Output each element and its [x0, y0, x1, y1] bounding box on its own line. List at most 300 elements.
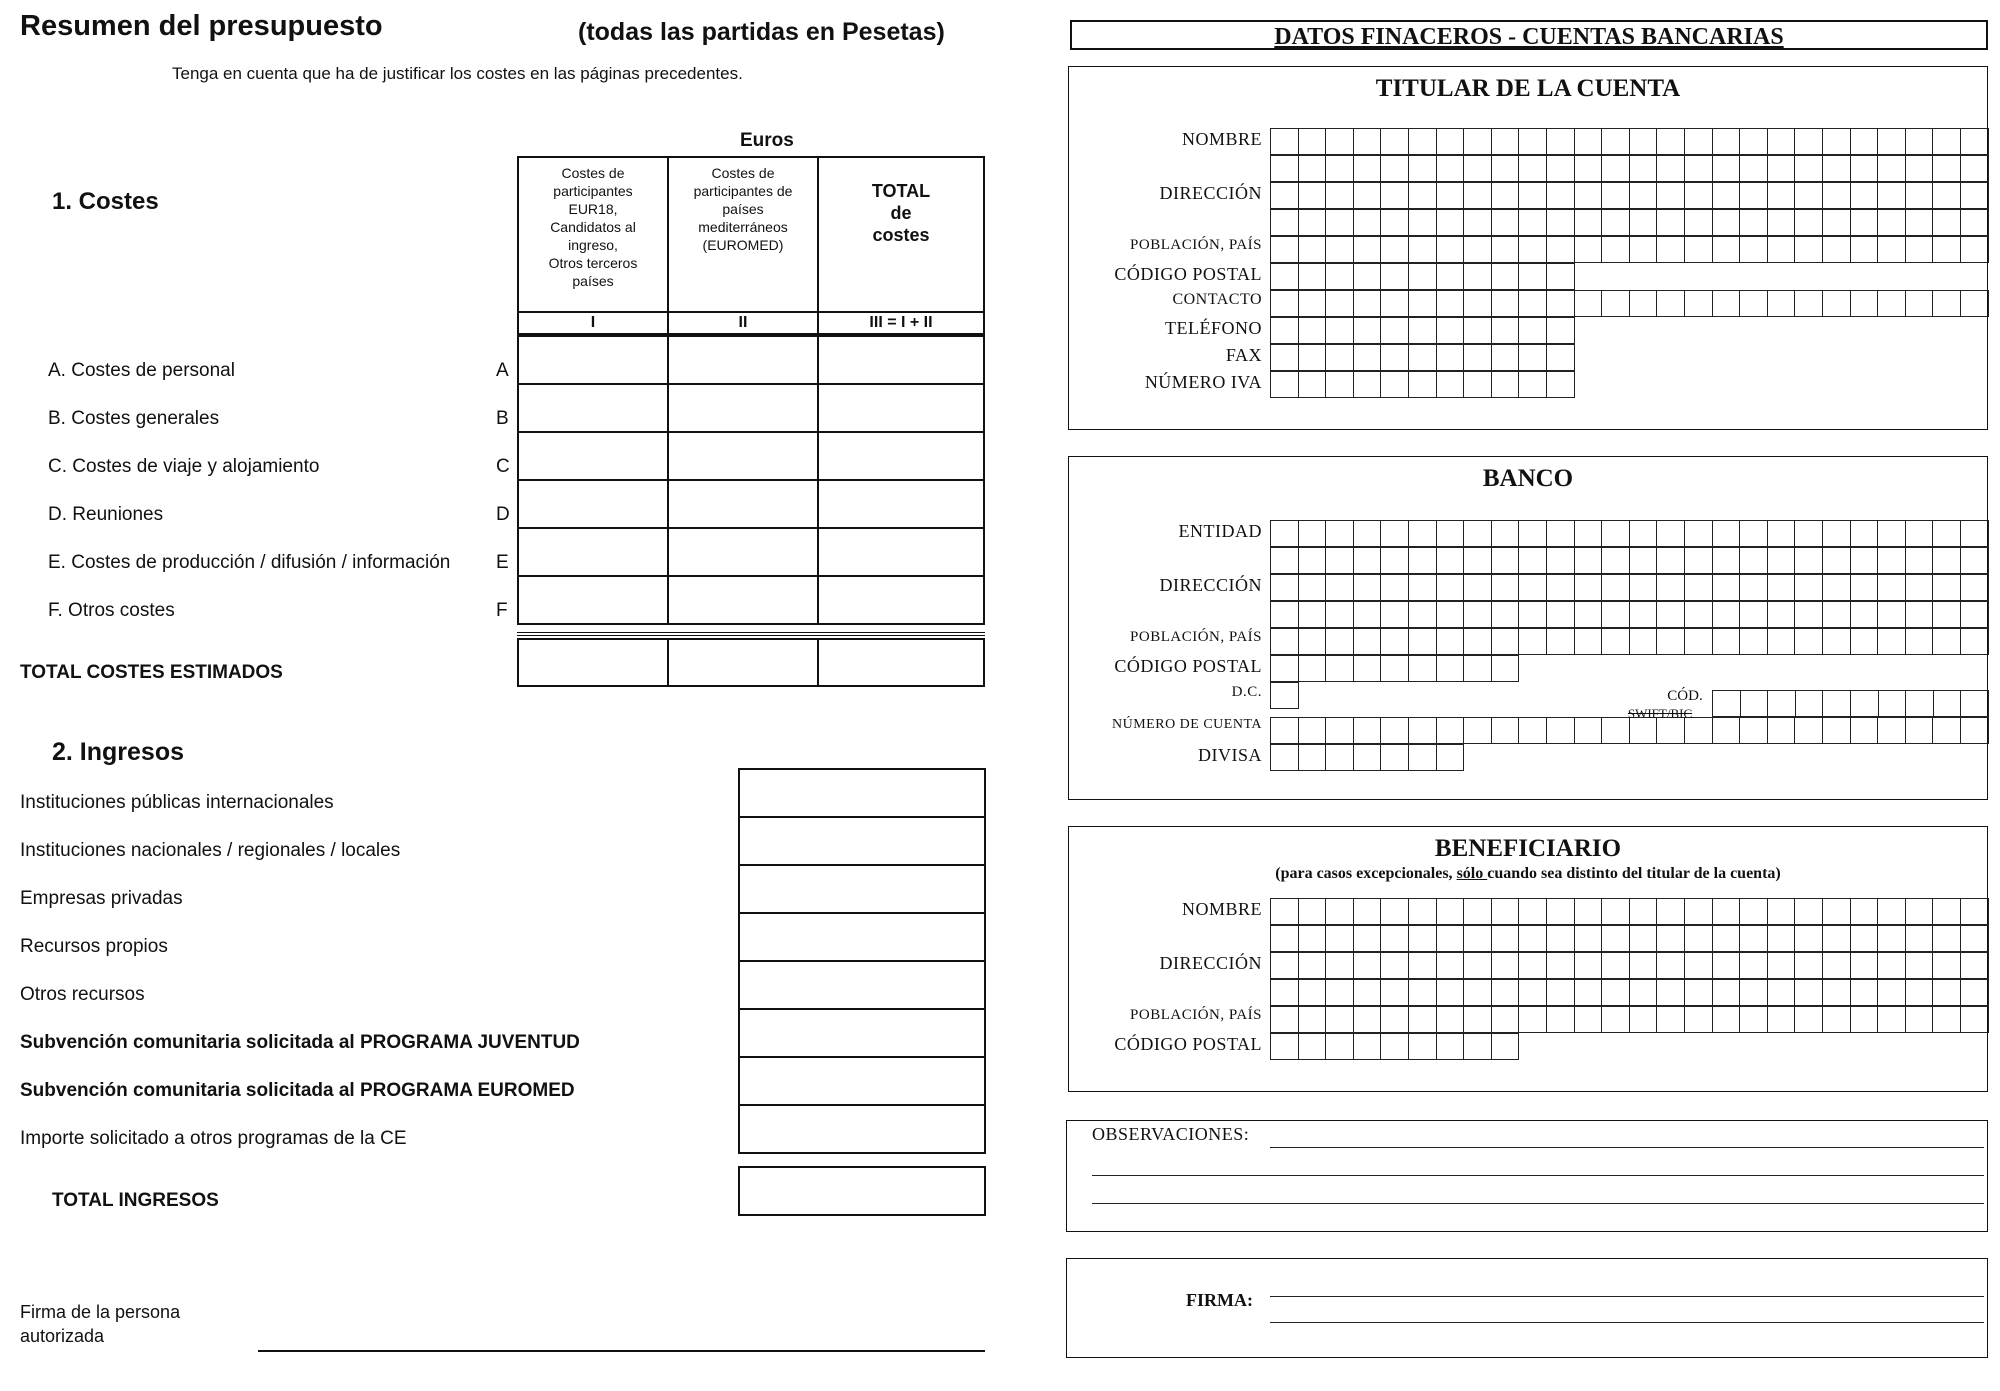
char-cell[interactable] — [1767, 898, 1796, 925]
char-cell[interactable] — [1353, 717, 1382, 744]
char-cell[interactable] — [1740, 690, 1769, 717]
char-cell[interactable] — [1629, 290, 1658, 317]
char-cell[interactable] — [1298, 898, 1327, 925]
char-cell[interactable] — [1684, 547, 1713, 574]
char-cell[interactable] — [1794, 182, 1823, 209]
char-cell[interactable] — [1850, 628, 1879, 655]
char-cell[interactable] — [1491, 128, 1520, 155]
char-cell[interactable] — [1491, 371, 1520, 398]
char-cell[interactable] — [1629, 925, 1658, 952]
char-cell[interactable] — [1767, 574, 1796, 601]
char-cell[interactable] — [1380, 655, 1409, 682]
char-cell[interactable] — [1353, 655, 1382, 682]
char-cell[interactable] — [1767, 290, 1796, 317]
char-cell[interactable] — [1932, 520, 1961, 547]
char-cell[interactable] — [1601, 979, 1630, 1006]
char-cell[interactable] — [1463, 898, 1492, 925]
char-cell[interactable] — [1877, 1006, 1906, 1033]
char-cell[interactable] — [1656, 628, 1685, 655]
char-cell[interactable] — [1408, 655, 1437, 682]
char-cell[interactable] — [1877, 547, 1906, 574]
char-cell[interactable] — [1794, 925, 1823, 952]
char-cell[interactable] — [1656, 925, 1685, 952]
char-cell[interactable] — [1353, 979, 1382, 1006]
char-cell[interactable] — [1712, 574, 1741, 601]
char-cell[interactable] — [1518, 209, 1547, 236]
char-cell[interactable] — [1408, 547, 1437, 574]
char-cell[interactable] — [1822, 628, 1851, 655]
char-cell[interactable] — [1767, 690, 1796, 717]
char-cell[interactable] — [1518, 155, 1547, 182]
char-cell[interactable] — [1546, 209, 1575, 236]
char-cell[interactable] — [1436, 209, 1465, 236]
char-cell[interactable] — [1850, 952, 1879, 979]
char-cell[interactable] — [1408, 520, 1437, 547]
char-cell[interactable] — [1822, 690, 1851, 717]
char-cell[interactable] — [1325, 547, 1354, 574]
char-cell[interactable] — [1767, 236, 1796, 263]
char-cell[interactable] — [1960, 628, 1989, 655]
char-cell[interactable] — [1298, 925, 1327, 952]
char-cell[interactable] — [1298, 290, 1327, 317]
char-cell[interactable] — [1656, 979, 1685, 1006]
cost-cell-iii[interactable] — [817, 575, 985, 625]
char-cell[interactable] — [1684, 1006, 1713, 1033]
char-cell[interactable] — [1518, 628, 1547, 655]
ingreso-cell[interactable] — [738, 960, 986, 1010]
char-cell[interactable] — [1353, 547, 1382, 574]
cost-cell-i[interactable] — [517, 431, 669, 481]
char-cell[interactable] — [1739, 601, 1768, 628]
char-cell[interactable] — [1380, 371, 1409, 398]
cost-cell-i[interactable] — [517, 527, 669, 577]
char-cell[interactable] — [1905, 236, 1934, 263]
char-cell[interactable] — [1712, 925, 1741, 952]
char-cell[interactable] — [1574, 1006, 1603, 1033]
char-cell[interactable] — [1436, 655, 1465, 682]
char-cell[interactable] — [1325, 717, 1354, 744]
char-cell[interactable] — [1270, 547, 1299, 574]
char-cell[interactable] — [1436, 744, 1465, 771]
char-cell[interactable] — [1822, 952, 1851, 979]
char-cell[interactable] — [1850, 155, 1879, 182]
char-cell[interactable] — [1905, 290, 1934, 317]
ingreso-cell[interactable] — [738, 816, 986, 866]
char-cell[interactable] — [1518, 1006, 1547, 1033]
char-cell[interactable] — [1325, 1006, 1354, 1033]
char-cell[interactable] — [1932, 128, 1961, 155]
char-cell[interactable] — [1491, 155, 1520, 182]
char-cell[interactable] — [1960, 1006, 1989, 1033]
cost-cell-iii[interactable] — [817, 335, 985, 385]
char-cell[interactable] — [1518, 520, 1547, 547]
char-cell[interactable] — [1518, 317, 1547, 344]
char-cell[interactable] — [1684, 520, 1713, 547]
char-cell[interactable] — [1518, 979, 1547, 1006]
char-cell[interactable] — [1739, 547, 1768, 574]
char-cell[interactable] — [1436, 263, 1465, 290]
char-cell[interactable] — [1491, 317, 1520, 344]
char-cell[interactable] — [1629, 520, 1658, 547]
char-cell[interactable] — [1463, 547, 1492, 574]
total-cell-iii[interactable] — [817, 638, 985, 687]
char-cell[interactable] — [1960, 547, 1989, 574]
char-cell[interactable] — [1463, 128, 1492, 155]
char-cell[interactable] — [1325, 317, 1354, 344]
char-cell[interactable] — [1546, 263, 1575, 290]
char-cell[interactable] — [1684, 155, 1713, 182]
char-cell[interactable] — [1794, 574, 1823, 601]
char-cell[interactable] — [1794, 128, 1823, 155]
char-cell[interactable] — [1656, 182, 1685, 209]
char-cell[interactable] — [1408, 979, 1437, 1006]
cost-cell-i[interactable] — [517, 575, 669, 625]
char-cell[interactable] — [1298, 979, 1327, 1006]
char-cell[interactable] — [1270, 628, 1299, 655]
char-cell[interactable] — [1574, 128, 1603, 155]
char-cell[interactable] — [1353, 1033, 1382, 1060]
cost-cell-ii[interactable] — [667, 335, 819, 385]
char-cell[interactable] — [1629, 898, 1658, 925]
char-cell[interactable] — [1684, 209, 1713, 236]
char-cell[interactable] — [1932, 952, 1961, 979]
char-cell[interactable] — [1436, 628, 1465, 655]
char-cell[interactable] — [1408, 155, 1437, 182]
char-cell[interactable] — [1712, 717, 1741, 744]
char-cell[interactable] — [1463, 1033, 1492, 1060]
char-cell[interactable] — [1960, 236, 1989, 263]
char-cell[interactable] — [1739, 209, 1768, 236]
char-cell[interactable] — [1739, 128, 1768, 155]
char-cell[interactable] — [1325, 344, 1354, 371]
char-cell[interactable] — [1656, 290, 1685, 317]
char-cell[interactable] — [1270, 655, 1299, 682]
char-cell[interactable] — [1436, 979, 1465, 1006]
char-cell[interactable] — [1546, 717, 1575, 744]
char-cell[interactable] — [1794, 717, 1823, 744]
char-cell[interactable] — [1270, 744, 1299, 771]
char-cell[interactable] — [1574, 155, 1603, 182]
char-cell[interactable] — [1436, 952, 1465, 979]
char-cell[interactable] — [1932, 290, 1961, 317]
char-cell[interactable] — [1684, 236, 1713, 263]
char-cell[interactable] — [1850, 898, 1879, 925]
char-cell[interactable] — [1353, 952, 1382, 979]
char-cell[interactable] — [1353, 628, 1382, 655]
char-cell[interactable] — [1270, 371, 1299, 398]
char-cell[interactable] — [1408, 290, 1437, 317]
char-cell[interactable] — [1463, 1006, 1492, 1033]
observaciones-line-2[interactable] — [1092, 1175, 1984, 1176]
char-cell[interactable] — [1436, 547, 1465, 574]
char-cell[interactable] — [1463, 290, 1492, 317]
char-cell[interactable] — [1574, 601, 1603, 628]
char-cell[interactable] — [1794, 601, 1823, 628]
char-cell[interactable] — [1629, 979, 1658, 1006]
char-cell[interactable] — [1574, 952, 1603, 979]
char-cell[interactable] — [1491, 898, 1520, 925]
char-cell[interactable] — [1794, 155, 1823, 182]
char-cell[interactable] — [1712, 1006, 1741, 1033]
char-cell[interactable] — [1436, 128, 1465, 155]
char-cell[interactable] — [1960, 520, 1989, 547]
char-cell[interactable] — [1380, 290, 1409, 317]
char-cell[interactable] — [1353, 344, 1382, 371]
char-cell[interactable] — [1298, 371, 1327, 398]
char-cell[interactable] — [1767, 1006, 1796, 1033]
char-cell[interactable] — [1463, 952, 1492, 979]
char-cell[interactable] — [1298, 155, 1327, 182]
char-cell[interactable] — [1270, 898, 1299, 925]
char-cell[interactable] — [1491, 520, 1520, 547]
char-cell[interactable] — [1325, 371, 1354, 398]
cost-cell-iii[interactable] — [817, 431, 985, 481]
char-cell[interactable] — [1684, 628, 1713, 655]
char-cell[interactable] — [1932, 182, 1961, 209]
char-cell[interactable] — [1601, 628, 1630, 655]
char-cell[interactable] — [1794, 952, 1823, 979]
char-cell[interactable] — [1574, 182, 1603, 209]
char-cell[interactable] — [1518, 344, 1547, 371]
char-cell[interactable] — [1629, 1006, 1658, 1033]
char-cell[interactable] — [1546, 601, 1575, 628]
char-cell[interactable] — [1270, 317, 1299, 344]
char-cell[interactable] — [1739, 574, 1768, 601]
char-cell[interactable] — [1601, 601, 1630, 628]
char-cell[interactable] — [1436, 520, 1465, 547]
char-cell[interactable] — [1850, 236, 1879, 263]
char-cell[interactable] — [1463, 371, 1492, 398]
char-cell[interactable] — [1960, 182, 1989, 209]
char-cell[interactable] — [1601, 209, 1630, 236]
char-cell[interactable] — [1877, 290, 1906, 317]
char-cell[interactable] — [1436, 601, 1465, 628]
cost-cell-ii[interactable] — [667, 527, 819, 577]
char-cell[interactable] — [1325, 263, 1354, 290]
char-cell[interactable] — [1767, 155, 1796, 182]
char-cell[interactable] — [1932, 628, 1961, 655]
char-cell[interactable] — [1270, 717, 1299, 744]
char-cell[interactable] — [1436, 344, 1465, 371]
char-cell[interactable] — [1850, 520, 1879, 547]
char-cell[interactable] — [1270, 236, 1299, 263]
char-cell[interactable] — [1739, 1006, 1768, 1033]
char-cell[interactable] — [1850, 290, 1879, 317]
char-cell[interactable] — [1905, 690, 1934, 717]
char-cell[interactable] — [1960, 690, 1989, 717]
char-cell[interactable] — [1436, 717, 1465, 744]
char-cell[interactable] — [1850, 925, 1879, 952]
char-cell[interactable] — [1932, 1006, 1961, 1033]
char-cell[interactable] — [1325, 290, 1354, 317]
char-cell[interactable] — [1463, 520, 1492, 547]
char-cell[interactable] — [1518, 925, 1547, 952]
char-cell[interactable] — [1960, 155, 1989, 182]
cost-cell-i[interactable] — [517, 335, 669, 385]
char-cell[interactable] — [1491, 952, 1520, 979]
char-cell[interactable] — [1463, 317, 1492, 344]
observaciones-line-1[interactable] — [1270, 1147, 1984, 1148]
char-cell[interactable] — [1546, 520, 1575, 547]
char-cell[interactable] — [1712, 952, 1741, 979]
char-cell[interactable] — [1325, 952, 1354, 979]
char-cell[interactable] — [1546, 344, 1575, 371]
ingreso-cell[interactable] — [738, 864, 986, 914]
char-cell[interactable] — [1325, 155, 1354, 182]
char-cell[interactable] — [1574, 925, 1603, 952]
char-cell[interactable] — [1794, 236, 1823, 263]
char-cell[interactable] — [1325, 209, 1354, 236]
char-cell[interactable] — [1491, 344, 1520, 371]
char-cell[interactable] — [1850, 209, 1879, 236]
char-cell[interactable] — [1325, 182, 1354, 209]
char-cell[interactable] — [1408, 952, 1437, 979]
char-cell[interactable] — [1905, 898, 1934, 925]
char-cell[interactable] — [1712, 601, 1741, 628]
char-cell[interactable] — [1325, 744, 1354, 771]
char-cell[interactable] — [1353, 317, 1382, 344]
char-cell[interactable] — [1270, 182, 1299, 209]
char-cell[interactable] — [1518, 263, 1547, 290]
char-cell[interactable] — [1270, 1006, 1299, 1033]
char-cell[interactable] — [1905, 979, 1934, 1006]
char-cell[interactable] — [1298, 744, 1327, 771]
char-cell[interactable] — [1905, 209, 1934, 236]
char-cell[interactable] — [1436, 371, 1465, 398]
char-cell[interactable] — [1794, 898, 1823, 925]
char-cell[interactable] — [1712, 898, 1741, 925]
char-cell[interactable] — [1932, 155, 1961, 182]
char-cell[interactable] — [1712, 628, 1741, 655]
char-cell[interactable] — [1491, 628, 1520, 655]
char-cell[interactable] — [1270, 520, 1299, 547]
char-cell[interactable] — [1546, 952, 1575, 979]
cost-cell-i[interactable] — [517, 383, 669, 433]
char-cell[interactable] — [1656, 1006, 1685, 1033]
char-cell[interactable] — [1684, 182, 1713, 209]
char-cell[interactable] — [1905, 182, 1934, 209]
char-cell[interactable] — [1850, 1006, 1879, 1033]
char-cell[interactable] — [1656, 128, 1685, 155]
char-cell[interactable] — [1298, 317, 1327, 344]
char-cell[interactable] — [1380, 263, 1409, 290]
char-cell[interactable] — [1325, 574, 1354, 601]
char-cell[interactable] — [1684, 925, 1713, 952]
char-cell[interactable] — [1574, 236, 1603, 263]
char-cell[interactable] — [1491, 979, 1520, 1006]
char-cell[interactable] — [1408, 263, 1437, 290]
char-cell[interactable] — [1270, 979, 1299, 1006]
char-cell[interactable] — [1574, 520, 1603, 547]
char-cell[interactable] — [1877, 574, 1906, 601]
char-cell[interactable] — [1518, 717, 1547, 744]
char-cell[interactable] — [1546, 547, 1575, 574]
char-cell[interactable] — [1463, 925, 1492, 952]
char-cell[interactable] — [1298, 952, 1327, 979]
char-cell[interactable] — [1298, 236, 1327, 263]
char-cell[interactable] — [1656, 547, 1685, 574]
char-cell[interactable] — [1270, 574, 1299, 601]
char-cell[interactable] — [1822, 979, 1851, 1006]
char-cell[interactable] — [1822, 290, 1851, 317]
cost-cell-ii[interactable] — [667, 575, 819, 625]
char-cell[interactable] — [1325, 236, 1354, 263]
char-cell[interactable] — [1822, 128, 1851, 155]
char-cell[interactable] — [1518, 601, 1547, 628]
char-cell[interactable] — [1353, 898, 1382, 925]
char-cell[interactable] — [1380, 209, 1409, 236]
char-cell[interactable] — [1353, 371, 1382, 398]
char-cell[interactable] — [1629, 601, 1658, 628]
char-cell[interactable] — [1712, 690, 1741, 717]
char-cell[interactable] — [1463, 574, 1492, 601]
char-cell[interactable] — [1933, 690, 1962, 717]
char-cell[interactable] — [1353, 1006, 1382, 1033]
char-cell[interactable] — [1767, 520, 1796, 547]
char-cell[interactable] — [1712, 236, 1741, 263]
char-cell[interactable] — [1270, 263, 1299, 290]
char-cell[interactable] — [1298, 601, 1327, 628]
char-cell[interactable] — [1739, 717, 1768, 744]
char-cell[interactable] — [1546, 371, 1575, 398]
char-cell[interactable] — [1353, 601, 1382, 628]
char-cell[interactable] — [1298, 344, 1327, 371]
char-cell[interactable] — [1739, 236, 1768, 263]
ingreso-cell[interactable] — [738, 912, 986, 962]
char-cell[interactable] — [1822, 1006, 1851, 1033]
char-cell[interactable] — [1960, 601, 1989, 628]
char-cell[interactable] — [1408, 182, 1437, 209]
char-cell[interactable] — [1408, 344, 1437, 371]
char-cell[interactable] — [1353, 290, 1382, 317]
char-cell[interactable] — [1546, 898, 1575, 925]
char-cell[interactable] — [1712, 547, 1741, 574]
char-cell[interactable] — [1546, 182, 1575, 209]
ingreso-cell[interactable] — [738, 1056, 986, 1106]
char-cell[interactable] — [1877, 155, 1906, 182]
char-cell[interactable] — [1380, 925, 1409, 952]
char-cell[interactable] — [1656, 209, 1685, 236]
char-cell[interactable] — [1739, 182, 1768, 209]
char-cell[interactable] — [1463, 601, 1492, 628]
char-cell[interactable] — [1794, 979, 1823, 1006]
char-cell[interactable] — [1656, 952, 1685, 979]
char-cell[interactable] — [1518, 547, 1547, 574]
char-cell[interactable] — [1298, 1006, 1327, 1033]
char-cell[interactable] — [1767, 209, 1796, 236]
char-cell[interactable] — [1574, 209, 1603, 236]
char-cell[interactable] — [1712, 520, 1741, 547]
char-cell[interactable] — [1408, 236, 1437, 263]
char-cell[interactable] — [1684, 128, 1713, 155]
char-cell[interactable] — [1877, 128, 1906, 155]
signature-line[interactable] — [258, 1350, 985, 1352]
char-cell[interactable] — [1380, 717, 1409, 744]
char-cell[interactable] — [1408, 628, 1437, 655]
char-cell[interactable] — [1960, 952, 1989, 979]
char-cell[interactable] — [1877, 209, 1906, 236]
char-cell[interactable] — [1325, 520, 1354, 547]
char-cell[interactable] — [1270, 290, 1299, 317]
char-cell[interactable] — [1463, 717, 1492, 744]
char-cell[interactable] — [1463, 655, 1492, 682]
char-cell[interactable] — [1794, 628, 1823, 655]
char-cell[interactable] — [1656, 520, 1685, 547]
char-cell[interactable] — [1932, 717, 1961, 744]
char-cell[interactable] — [1822, 547, 1851, 574]
char-cell[interactable] — [1905, 155, 1934, 182]
char-cell[interactable] — [1656, 898, 1685, 925]
